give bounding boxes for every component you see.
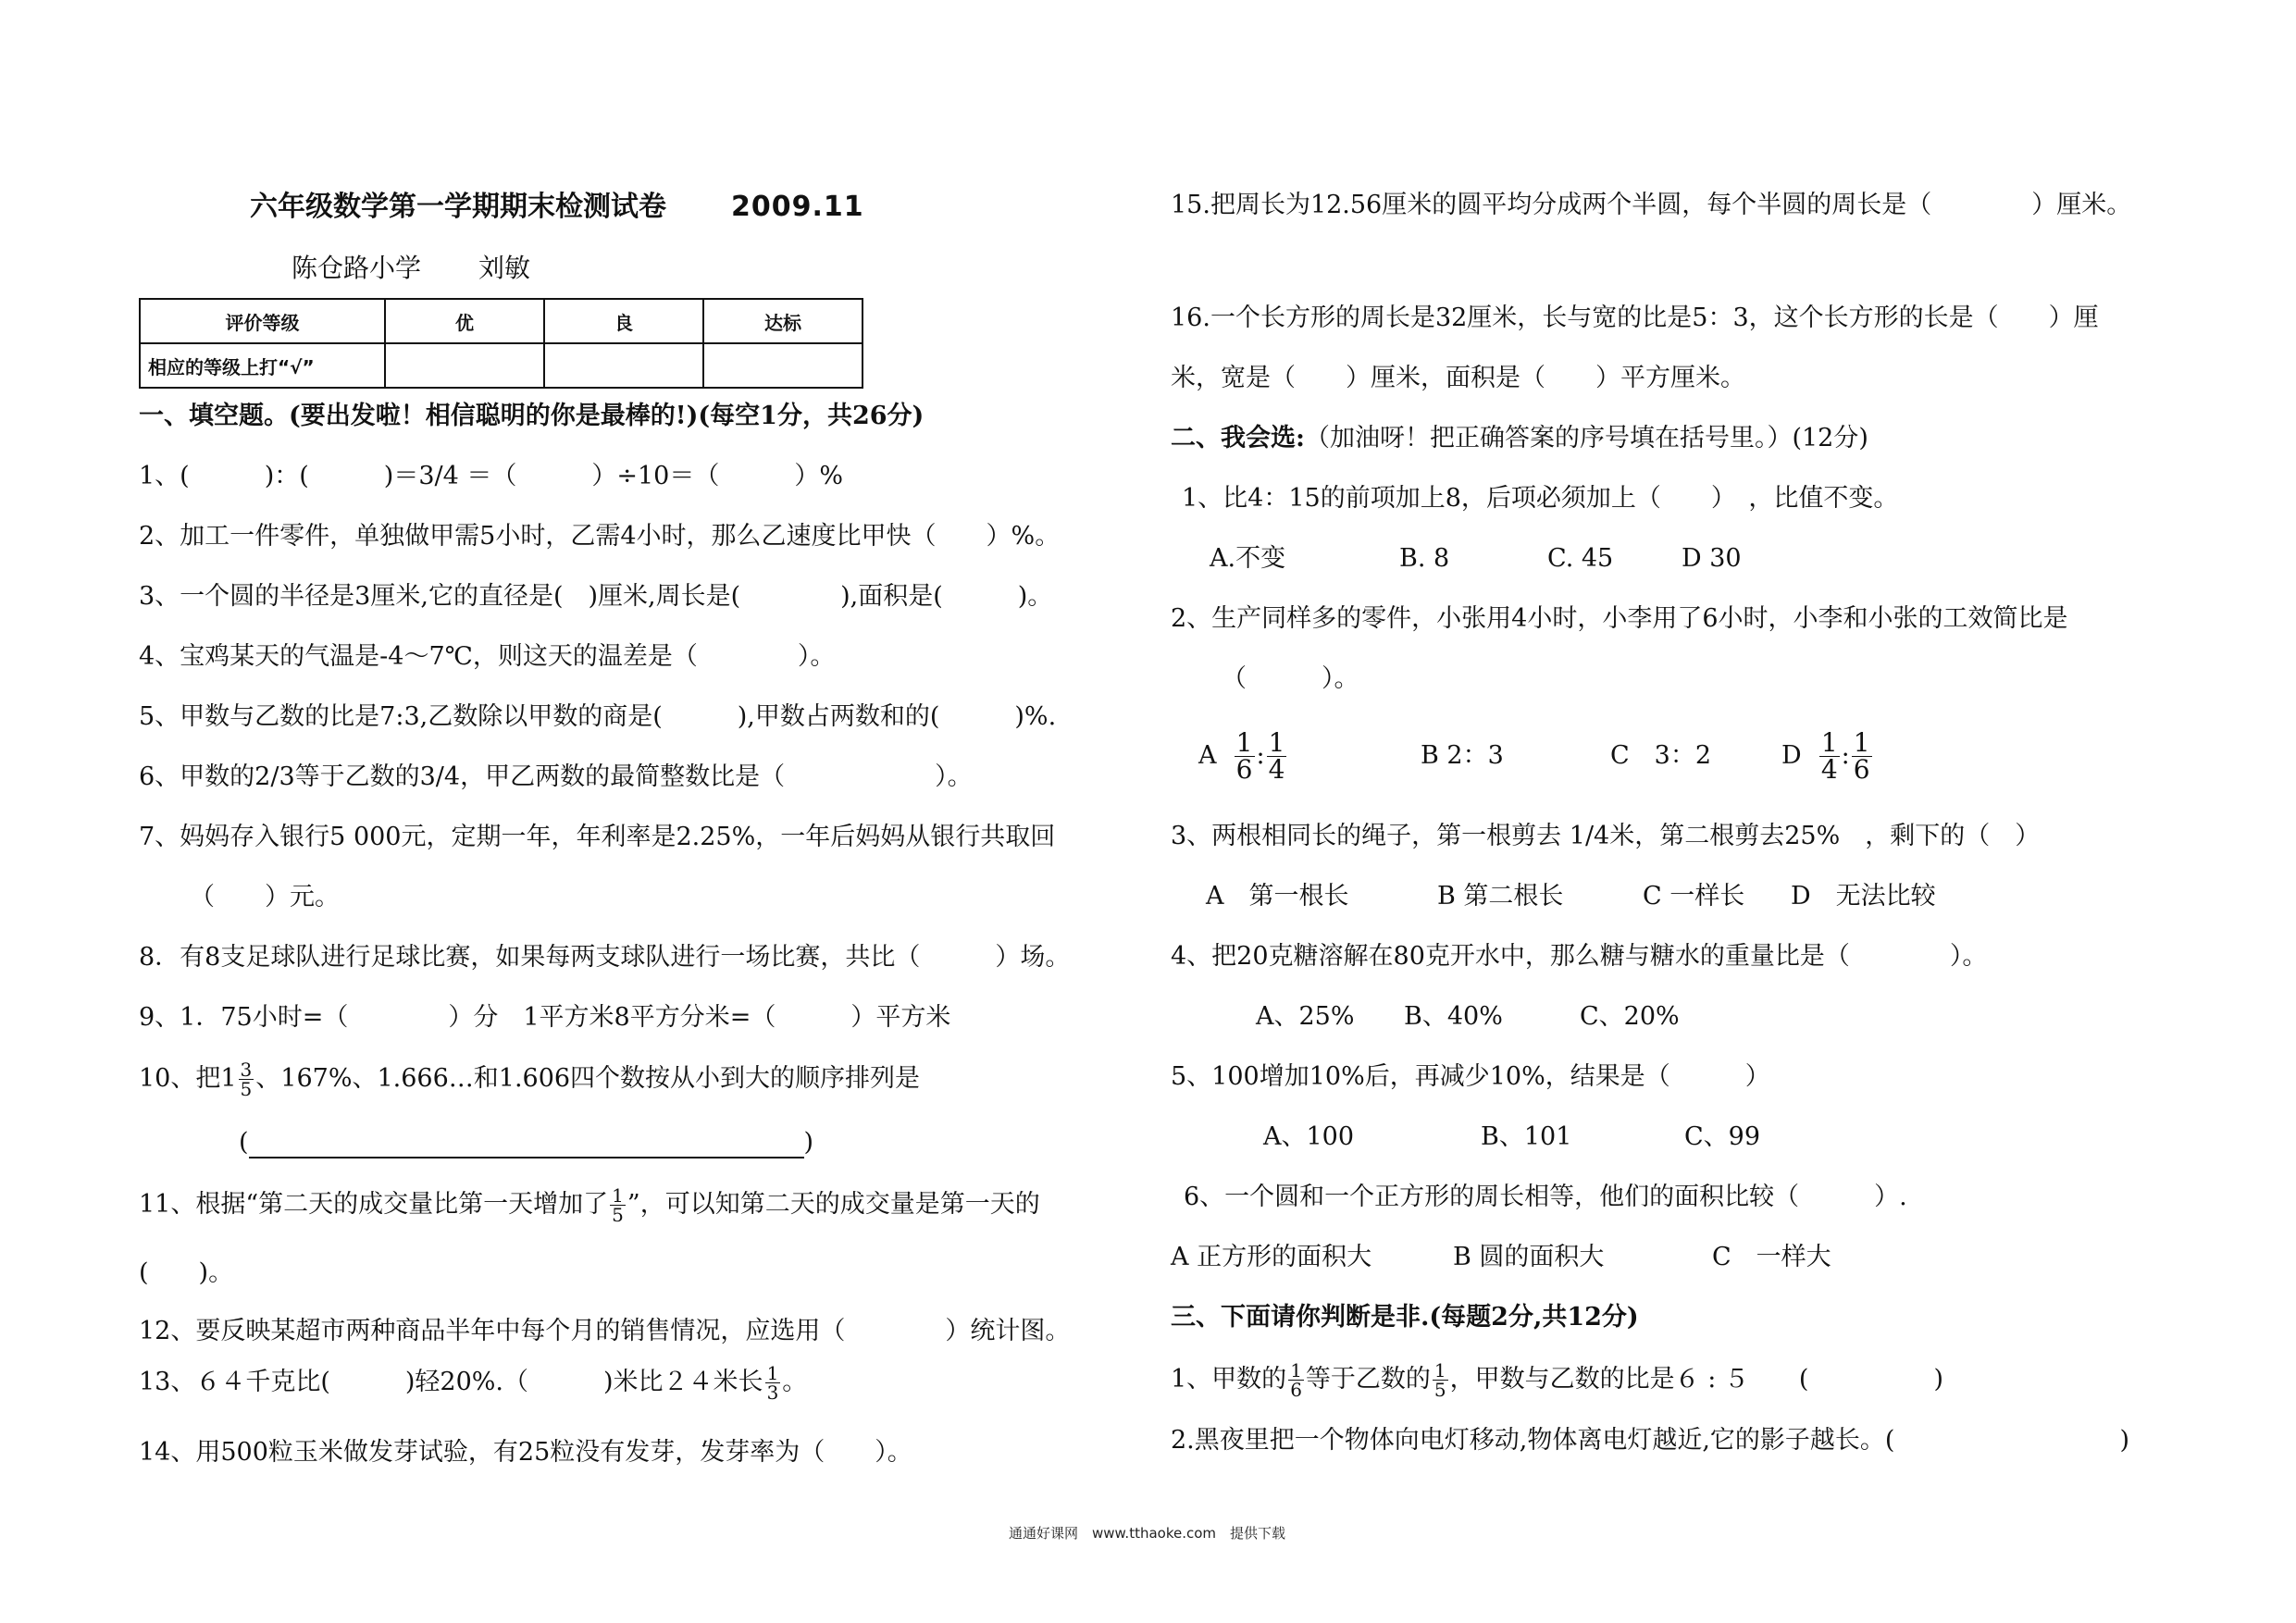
question-3: 3、一个圆的半径是3厘米,它的直径是( )厘米,周长是( ),面积是( )。 — [139, 582, 1053, 611]
s2-q3-options — [1206, 881, 1936, 912]
s2-question-2: 2、生产同样多的零件，小张用4小时，小李用了6小时，小李和小张的工效简比是 — [1171, 604, 2068, 633]
q10-frac-den: 5 — [240, 1078, 253, 1100]
grade-table-mark-row — [140, 343, 863, 388]
s2-q1-option-b[interactable]: B. 8 — [1399, 544, 1450, 573]
s3-q1-suffix: ，甲数与乙数的比是６ : ５ ( ) — [1449, 1365, 1943, 1394]
s2-question-4: 4、把20克糖溶解在80克开水中，那么糖与糖水的重量比是（ ）。 — [1171, 942, 1988, 971]
s2-q2-option-c[interactable]: C 3：2 — [1610, 741, 1712, 770]
question-10 — [139, 1060, 920, 1098]
s2-question-2-cont: （ ）。 — [1222, 664, 1359, 693]
s2-q2-option-a-label: A — [1198, 741, 1217, 770]
author-name: 刘敏 — [478, 253, 531, 283]
question-5: 5、甲数与乙数的比是7:3,乙数除以甲数的商是( ),甲数占两数和的( )%. — [139, 702, 1057, 731]
s2-q2-d-frac1-den: 4 — [1820, 754, 1838, 785]
grade-header-pass: 达标 — [703, 299, 863, 343]
q10-frac-num: 3 — [240, 1059, 253, 1081]
s2-question-6: 6、一个圆和一个正方形的周长相等，他们的面积比较（ ）. — [1184, 1183, 1907, 1211]
question-11 — [139, 1186, 1040, 1224]
s3-q1-frac2-den: 5 — [1433, 1379, 1446, 1401]
question-7: 7、妈妈存入银行5 000元，定期一年，年利率是2.25%，一年后妈妈从银行共取回 — [139, 823, 1056, 851]
s2-q1-options — [1210, 543, 1742, 575]
page-title — [250, 183, 864, 224]
s2-q2-option-d-label: D — [1781, 741, 1802, 770]
section2-title: 二、我会选: — [1171, 424, 1305, 452]
s2-q6-options — [1171, 1242, 1831, 1273]
s2-q4-option-c[interactable]: C、20% — [1580, 1002, 1680, 1031]
s2-q5-options — [1263, 1121, 1760, 1153]
grade-table — [139, 298, 863, 389]
s3-q1-frac1-num: 1 — [1290, 1359, 1302, 1381]
question-12: 12、要反映某超市两种商品半年中每个月的销售情况，应选用（ ）统计图。 — [139, 1317, 1071, 1345]
s2-q6-option-b[interactable]: B 圆的面积大 — [1453, 1243, 1605, 1271]
school-name: 陈仓路小学 — [292, 253, 422, 283]
section2-instructions: （加油呀！把正确答案的序号填在括号里。）(12分) — [1304, 424, 1868, 452]
question-6: 6、甲数的2/3等于乙数的3/4，甲乙两数的最简整数比是（ ）。 — [139, 762, 973, 791]
s2-q3-option-c[interactable]: C 一样长 — [1643, 882, 1745, 911]
s2-q2-option-b[interactable]: B 2：3 — [1421, 741, 1504, 770]
q13-frac-den: 3 — [766, 1381, 779, 1404]
question-10-answer-line — [239, 1127, 813, 1158]
section1-heading: 一、填空题。(要出发啦！相信聪明的你是最棒的!)(每空1分，共26分) — [139, 402, 925, 430]
s2-question-3: 3、两根相同长的绳子，第一根剪去 1/4米，第二根剪去25% ，剩下的（ ） — [1171, 822, 2041, 850]
s2-q2-d-frac2-den: 6 — [1853, 754, 1870, 785]
s3-q1-frac1-den: 6 — [1290, 1379, 1302, 1401]
s2-q2-d-frac1 — [1819, 727, 1840, 785]
s2-q2-a-frac2-num: 1 — [1268, 727, 1285, 758]
s2-q1-option-c[interactable]: C. 45 — [1547, 544, 1614, 573]
q10-suffix: 、167%、1.666…和1.606四个数按从小到大的顺序排列是 — [255, 1064, 921, 1093]
grade-header-excellent: 优 — [385, 299, 544, 343]
s2-q2-a-frac1-den: 6 — [1235, 754, 1253, 785]
s2-q5-option-c[interactable]: C、99 — [1684, 1122, 1761, 1151]
s2-q1-option-a[interactable]: A.不变 — [1210, 544, 1286, 573]
s3-q1-frac2 — [1433, 1361, 1448, 1399]
question-7-cont: （ ）元。 — [190, 883, 340, 911]
s2-q2-options — [1198, 727, 1874, 785]
s3-q1-middle: 等于乙数的 — [1305, 1365, 1431, 1394]
question-11-cont: ( )。 — [139, 1258, 234, 1287]
q10-open-paren: ( — [239, 1128, 249, 1157]
q11-suffix: ”，可以知第二天的成交量是第一天的 — [627, 1190, 1040, 1219]
grade-cell-pass[interactable] — [703, 343, 863, 388]
s2-q2-d-frac2 — [1852, 727, 1872, 785]
q13-suffix: 。 — [782, 1368, 808, 1396]
q13-frac-num: 1 — [766, 1362, 779, 1384]
s2-q5-option-b[interactable]: B、101 — [1481, 1122, 1572, 1151]
grade-table-header-row — [140, 299, 863, 343]
s2-q1-option-d[interactable]: D 30 — [1682, 544, 1742, 573]
s2-question-1: 1、比4：15的前项加上8，后项必须加上（ ） ，比值不变。 — [1182, 484, 1899, 513]
s2-q2-option-d[interactable]: D $\frac{1}{4}$ : $\frac{1}{6}$ — [1781, 727, 1870, 785]
q10-prefix: 10、把1 — [139, 1064, 237, 1093]
s2-q6-option-c[interactable]: C 一样大 — [1712, 1243, 1831, 1271]
s2-q3-option-b[interactable]: B 第二根长 — [1437, 882, 1564, 911]
question-15: 15.把周长为12.56厘米的圆平均分成两个半圆，每个半圆的周长是（ ）厘米。 — [1171, 191, 2132, 219]
s2-q3-option-d[interactable]: D 无法比较 — [1791, 882, 1936, 911]
q13-fraction — [765, 1364, 781, 1402]
s2-q2-a-frac1 — [1235, 727, 1255, 785]
grade-row-label: 相应的等级上打“√” — [140, 343, 385, 388]
question-8: 8．有8支足球队进行足球比赛，如果每两支球队进行一场比赛，共比（ ）场。 — [139, 943, 1071, 972]
title-text: 六年级数学第一学期期末检测试卷 — [250, 191, 666, 223]
question-14: 14、用500粒玉米做发芽试验，有25粒没有发芽，发芽率为（ ）。 — [139, 1438, 912, 1467]
s2-q3-option-a[interactable]: A 第一根长 — [1206, 882, 1349, 911]
s2-q2-d-frac1-num: 1 — [1820, 727, 1838, 758]
grade-header-level: 评价等级 — [140, 299, 385, 343]
title-year: 2009.11 — [731, 191, 864, 223]
s2-q5-option-a[interactable]: A、100 — [1263, 1122, 1355, 1151]
s2-q4-options — [1256, 1001, 1680, 1033]
grade-cell-excellent[interactable] — [385, 343, 544, 388]
s2-q6-option-a[interactable]: A 正方形的面积大 — [1171, 1243, 1372, 1271]
q13-prefix: 13、６４千克比( )轻20%.（ )米比２４米长 — [139, 1368, 763, 1396]
s2-q4-option-a[interactable]: A、25% — [1256, 1002, 1355, 1031]
q11-fraction — [610, 1186, 626, 1224]
question-1: 1、( )：( )＝3/4 ＝（ ）÷10＝（ ）% — [139, 462, 843, 490]
section2-heading — [1171, 423, 1868, 454]
q10-fraction — [239, 1060, 254, 1098]
s2-q2-a-frac2 — [1267, 727, 1287, 785]
s2-q2-option-a[interactable]: A $\frac{1}{6}$ : $\frac{1}{4}$ — [1198, 727, 1285, 785]
s2-q2-a-frac1-num: 1 — [1235, 727, 1253, 758]
question-9: 9、1．75小时=（ ）分 1平方米8平方分米=（ ）平方米 — [139, 1003, 951, 1032]
s2-question-5: 5、100增加10%后，再减少10%，结果是（ ） — [1171, 1062, 1770, 1091]
s3-question-1 — [1171, 1361, 1943, 1399]
page-footer: 通通好课网 www.tthaoke.com 提供下载 — [1009, 1525, 1286, 1542]
q10-answer-blank[interactable] — [249, 1133, 804, 1158]
q11-prefix: 11、根据“第二天的成交量比第一天增加了 — [139, 1190, 609, 1219]
q10-close-paren: ) — [803, 1128, 814, 1157]
question-13 — [139, 1364, 807, 1402]
s3-q1-frac1 — [1288, 1361, 1304, 1399]
s3-q1-prefix: 1、甲数的 — [1171, 1365, 1287, 1394]
question-16-cont: 米，宽是（ ）厘米，面积是（ ）平方厘米。 — [1171, 364, 1745, 392]
subtitle — [292, 248, 530, 285]
question-16: 16.一个长方形的周长是32厘米，长与宽的比是5：3，这个长方形的长是（ ）厘 — [1171, 304, 2099, 332]
s2-q2-d-frac2-num: 1 — [1853, 727, 1870, 758]
q11-frac-num: 1 — [612, 1184, 624, 1207]
s2-q4-option-b[interactable]: B、40% — [1404, 1002, 1503, 1031]
question-2: 2、加工一件零件，单独做甲需5小时，乙需4小时，那么乙速度比甲快（ ）%。 — [139, 522, 1061, 551]
s3-q1-frac2-num: 1 — [1433, 1359, 1446, 1381]
grade-cell-good[interactable] — [544, 343, 703, 388]
s3-question-2: 2.黑夜里把一个物体向电灯移动,物体离电灯越近,它的影子越长。( ) — [1171, 1426, 2129, 1455]
grade-header-good: 良 — [544, 299, 703, 343]
section3-heading: 三、下面请你判断是非.(每题2分,共12分) — [1171, 1303, 1639, 1332]
s2-q2-a-frac2-den: 4 — [1268, 754, 1285, 785]
question-4: 4、宝鸡某天的气温是-4～7℃，则这天的温差是（ ）。 — [139, 642, 836, 671]
q11-frac-den: 5 — [612, 1204, 624, 1226]
